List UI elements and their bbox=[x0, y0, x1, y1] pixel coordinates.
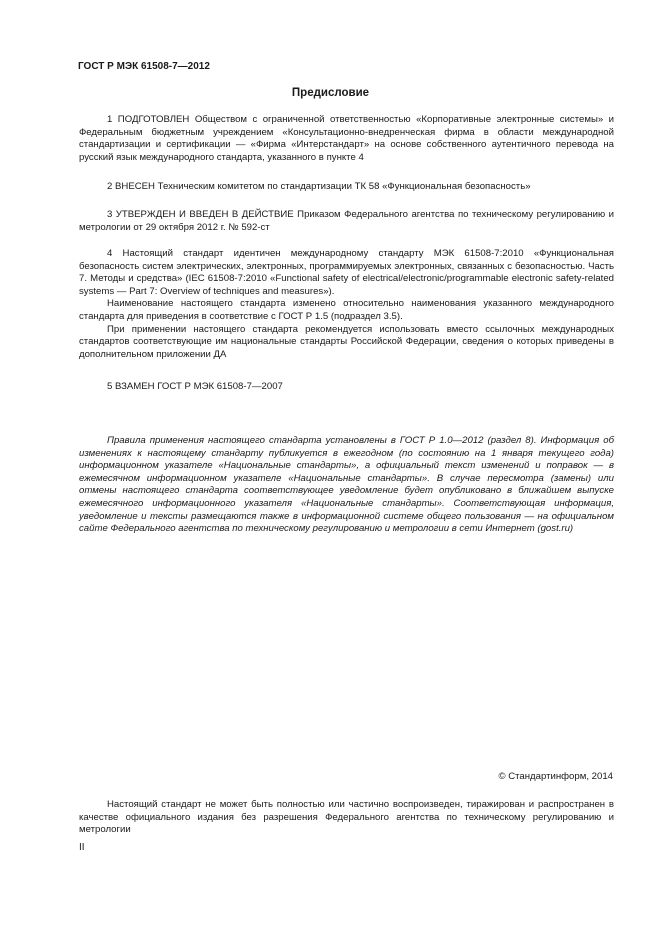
reproduction-notice bbox=[79, 799, 614, 837]
document-header: ГОСТ Р МЭК 61508-7—2012 bbox=[78, 61, 210, 72]
paragraph: 2 ВНЕСЕН Техническим комитетом по стандартизации ТК 58 «Функциональная безопасность» bbox=[107, 181, 531, 192]
paragraph: 4 Настоящий стандарт идентичен международному стандарту МЭК 61508-7:2010 «Функциональная безопасность систем электрических, электронных, программируемых электронных, связанных с безопасностью. Часть 7. Методы и средства» (IEC 61508-7:2010 «Functional safety of electrical/electronic/programmable electronic safety-related systems — Part 7: Overview of techniques and measures»). bbox=[79, 248, 614, 297]
paragraph: 1 ПОДГОТОВЛЕН Обществом с ограниченной ответственностью «Корпоративные электронные системы» и Федеральным бюджетным учреждением «Консультационно-внедренческая фирма в области международной стандартизации и сертификации — «Фирма «Интерстандарт» на основе собственного аутентичного перевода на русский язык международного стандарта, указанного в пункте 4 bbox=[79, 114, 614, 163]
copyright-notice: © Стандартинформ, 2014 bbox=[498, 771, 613, 782]
foreword-item-1 bbox=[79, 114, 614, 164]
foreword-item-2 bbox=[79, 181, 614, 194]
application-notice bbox=[79, 435, 614, 536]
foreword-item-5 bbox=[79, 381, 614, 394]
paragraph: Наименование настоящего стандарта изменено относительно наименования указанного международного стандарта для приведения в соответствие с ГОСТ Р 1.5 (подраздел 3.5). bbox=[79, 298, 614, 322]
page-number: II bbox=[79, 842, 85, 853]
paragraph: 3 УТВЕРЖДЕН И ВВЕДЕН В ДЕЙСТВИЕ Приказом Федерального агентства по техническому регулированию и метрологии от 29 октября 2012 г. № 592-ст bbox=[79, 209, 614, 233]
paragraph: Настоящий стандарт не может быть полностью или частично воспроизведен, тиражирован и распространен в качестве официального издания без разрешения Федерального агентства по техническому регулированию и метрологии bbox=[79, 799, 614, 836]
foreword-item-4 bbox=[79, 248, 614, 361]
foreword-item-3 bbox=[79, 209, 614, 234]
notice-text: Правила применения настоящего стандарта установлены в ГОСТ Р 1.0—2012 (раздел 8). Информация об изменениях к настоящему стандарту публикуется в ежегодном (по состоянию на 1 января текущего года) информационном указателе «Национальные стандарты», а официальный текст изменений и поправок — в ежемесячном информационном указателе «Национальные стандарты». В случае пересмотра (замены) или отмены настоящего стандарта соответствующее уведомление будет опубликовано в ближайшем выпуске ежемесячного информационного указателя «Национальные стандарты». Соответствующая информация, уведомление и тексты размещаются также в информационной системе общего пользования — на официальном сайте Федерального агентства по техническому регулированию и метрологии в сети Интернет (gost.ru) bbox=[79, 435, 614, 535]
page-title: Предисловие bbox=[291, 87, 370, 99]
paragraph: При применении настоящего стандарта рекомендуется использовать вместо ссылочных международных стандартов соответствующие им национальные стандарты Российской Федерации, сведения о которых приведены в дополнительном приложении ДА bbox=[79, 323, 614, 360]
paragraph: 5 ВЗАМЕН ГОСТ Р МЭК 61508-7—2007 bbox=[107, 381, 283, 392]
